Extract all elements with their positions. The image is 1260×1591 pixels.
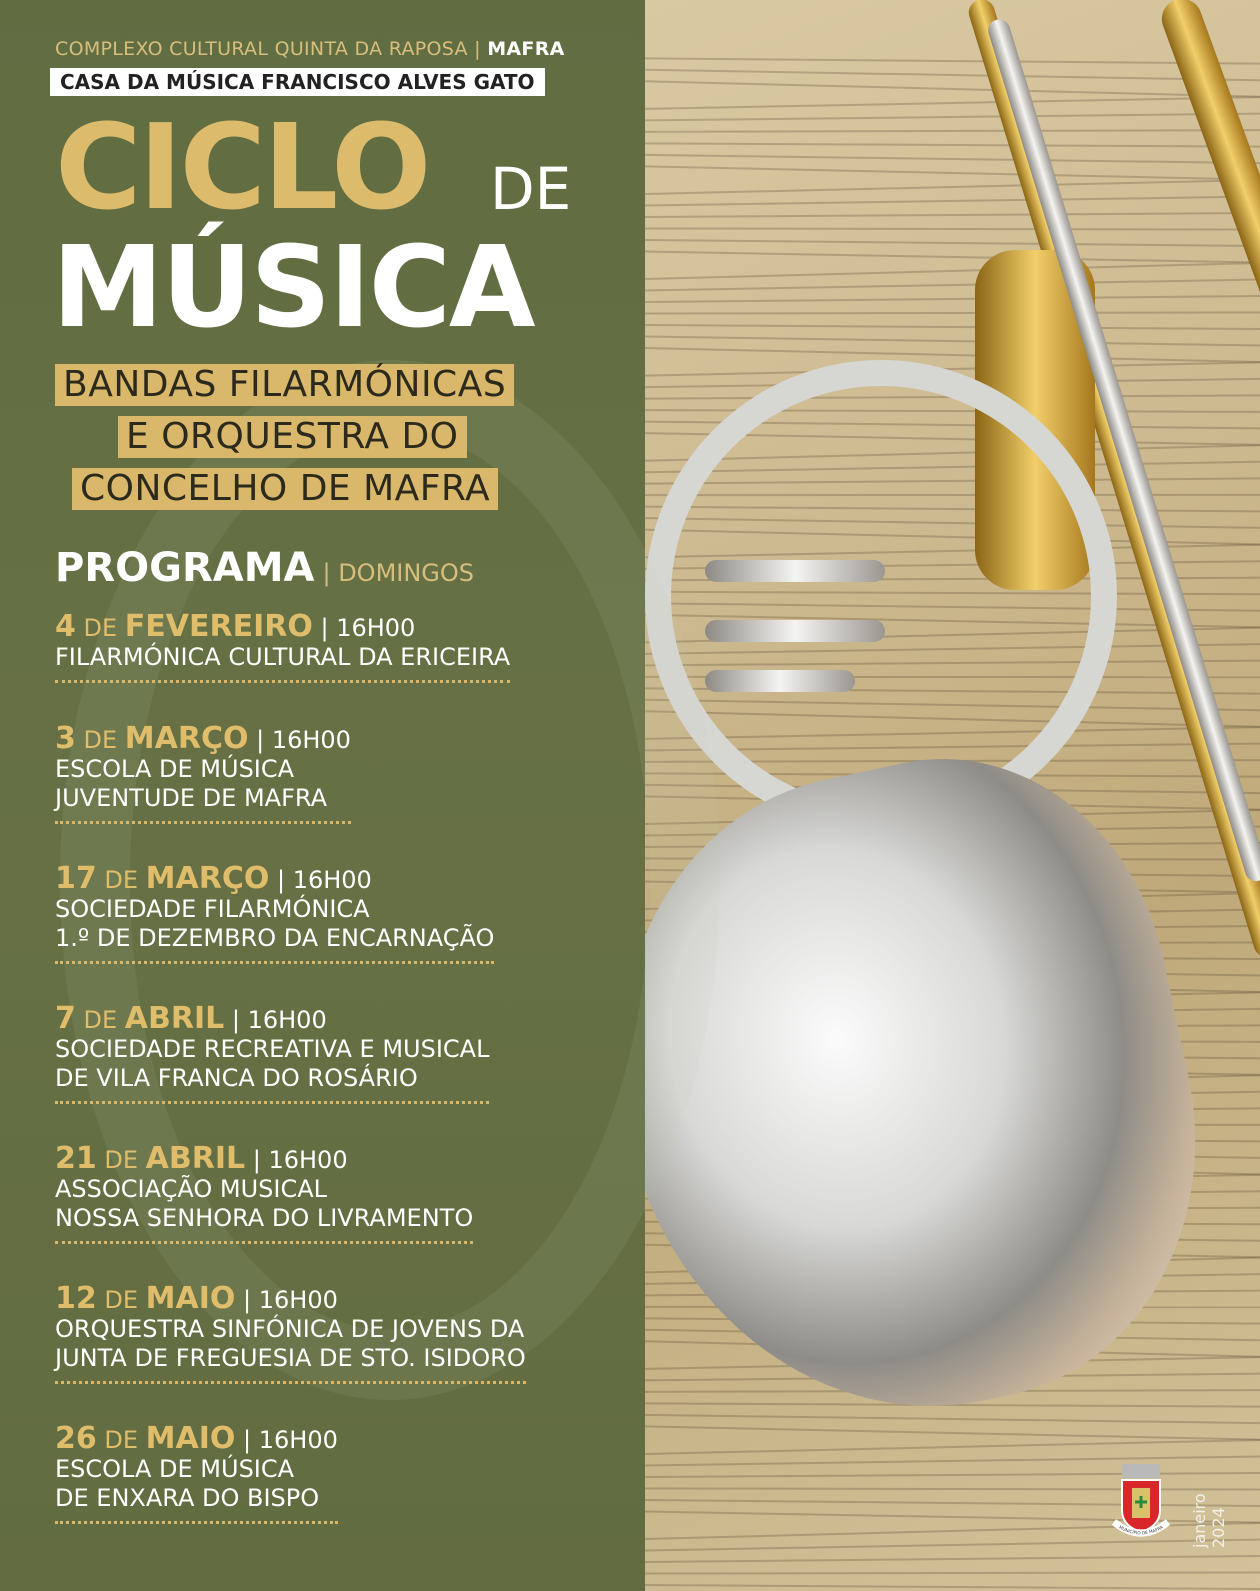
event-item [55, 1281, 526, 1384]
music-staff-line [645, 179, 1260, 195]
event-performer: 1.º DE DEZEMBRO DA ENCARNAÇÃO [55, 924, 495, 952]
music-staff-line [645, 96, 1260, 110]
event-performer: JUVENTUDE DE MAFRA [55, 784, 328, 812]
music-staff-line [645, 113, 1260, 122]
event-performer: SOCIEDADE RECREATIVA E MUSICAL [55, 1035, 490, 1063]
event-item [55, 609, 511, 683]
event-date: 3 DE MARÇO | 16H00 [55, 721, 351, 756]
event-performer: DE VILA FRANCA DO ROSÁRIO [55, 1064, 418, 1092]
subtitle-line: CONCELHO DE MAFRA [72, 468, 498, 510]
music-staff-line [645, 212, 1260, 218]
event-date: 4 DE FEVEREIRO | 16H00 [55, 609, 416, 644]
event-performer: ASSOCIAÇÃO MUSICAL [55, 1175, 328, 1203]
subtitle-line: E ORQUESTRA DO [118, 416, 467, 458]
event-performer: ESCOLA DE MÚSICA [55, 755, 295, 783]
event-performer: NOSSA SENHORA DO LIVRAMENTO [55, 1204, 474, 1232]
instruments-photo [645, 0, 1260, 1591]
event-date: 21 DE ABRIL | 16H00 [55, 1141, 348, 1176]
event-performer: ORQUESTRA SINFÓNICA DE JOVENS DA [55, 1315, 525, 1343]
music-staff-line [645, 165, 1260, 180]
music-staff-line [645, 311, 1260, 314]
music-staff-line [645, 324, 1260, 330]
title-de: DE [490, 155, 572, 223]
music-staff-line [645, 347, 1260, 363]
event-item [55, 1141, 474, 1244]
music-staff-line [645, 262, 1260, 280]
municipal-crest-icon [1110, 1462, 1172, 1542]
music-staff-line [645, 1584, 1260, 1590]
music-staff-line [645, 154, 1260, 164]
music-staff-line [645, 336, 1260, 347]
music-staff-line [645, 1425, 1260, 1440]
event-date: 26 DE MAIO | 16H00 [55, 1421, 338, 1456]
event-item [55, 1001, 490, 1104]
program-heading: PROGRAMA | DOMINGOS [55, 545, 475, 591]
music-staff-line [645, 295, 1260, 303]
music-staff-line [645, 1555, 1260, 1563]
event-performer: DE ENXARA DO BISPO [55, 1484, 320, 1512]
music-staff-line [645, 278, 1260, 291]
event-item [55, 1421, 338, 1524]
event-date: 12 DE MAIO | 16H00 [55, 1281, 338, 1316]
event-date: 17 DE MARÇO | 16H00 [55, 861, 372, 896]
music-staff-line [645, 69, 1260, 81]
music-staff-line [645, 142, 1260, 147]
music-staff-line [645, 239, 1260, 247]
event-performer: FILARMÓNICA CULTURAL DA ERICEIRA [55, 643, 511, 671]
event-item [55, 721, 351, 824]
music-staff-line [645, 227, 1260, 230]
event-performer: JUNTA DE FREGUESIA DE STO. ISIDORO [55, 1344, 526, 1372]
music-staff-line [645, 129, 1260, 133]
event-performer: SOCIEDADE FILARMÓNICA [55, 895, 370, 923]
crest-ribbon-text: MUNICÍPIO DE MAFRA [1118, 1524, 1164, 1536]
subtitle-line: BANDAS FILARMÓNICAS [55, 364, 514, 406]
event-performer: ESCOLA DE MÚSICA [55, 1455, 295, 1483]
music-staff-line [645, 1439, 1260, 1455]
house-banner: CASA DA MÚSICA FRANCISCO ALVES GATO [50, 68, 545, 96]
title-ciclo: CICLO [55, 98, 429, 236]
event-date: 7 DE ABRIL | 16H00 [55, 1001, 327, 1036]
music-staff-line [645, 250, 1260, 263]
music-staff-line [645, 57, 1260, 64]
music-staff-line [645, 80, 1260, 97]
title-musica: MÚSICA [52, 223, 534, 353]
music-staff-line [645, 196, 1260, 207]
venue-line: COMPLEXO CULTURAL QUINTA DA RAPOSA | MAFRA [55, 38, 565, 60]
music-staff-line [645, 1414, 1260, 1424]
music-staff-line [645, 1571, 1260, 1574]
event-item [55, 861, 495, 964]
issue-date: janeiro 2024 [1190, 1493, 1228, 1548]
